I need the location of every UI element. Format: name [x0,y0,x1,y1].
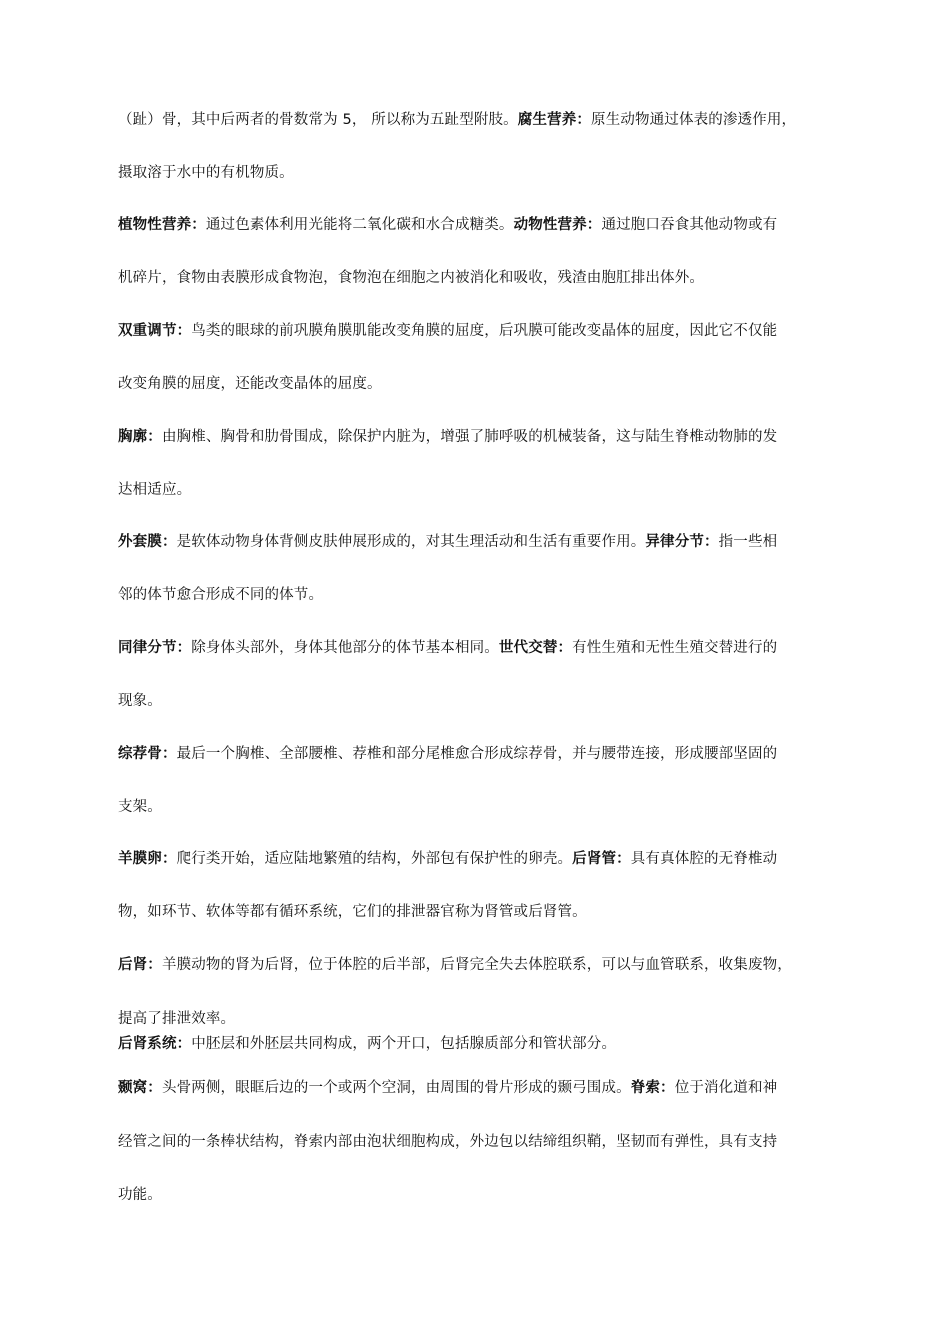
text-line [118,268,848,288]
text-line [118,480,848,500]
text-line [118,955,848,975]
text-line [118,1009,848,1029]
line-text: 位于消化道和神 [674,1080,778,1096]
text-line [118,374,848,394]
term-label: 后肾管： [572,851,631,867]
text-line [118,215,848,235]
line-text: 经管之间的一条棒状结构，脊索内部由泡状细胞构成，外边包以结缔组织鞘，坚韧而有弹性，具有支持 [118,1134,778,1150]
term-label: 双重调节： [118,323,192,339]
text-line [118,849,848,869]
term-label: 腐生营养： [517,112,592,128]
line-text: 爬行类开始，适应陆地繁殖的结构，外部包有保护性的卵壳。 [176,851,573,867]
line-text: 头骨两侧，眼眶后边的一个或两个空洞，由周围的骨片形成的颞弓围成。 [161,1080,631,1096]
text-line [118,585,848,605]
line-text: 最后一个胸椎、全部腰椎、荐椎和部分尾椎愈合形成综荐骨，并与腰带连接，形成腰部坚固的 [176,746,778,762]
text-line [118,638,848,658]
term-label: 综荐骨： [118,746,177,762]
line-text: 物，如环节、软体等都有循环系统，它们的排泄器官称为肾管或后肾管。 [118,904,587,920]
term-label: 动物性营养： [513,217,602,233]
line-text: 改变角膜的屈度，还能改变晶体的屈度。 [118,376,382,392]
line-text: 中胚层和外胚层共同构成，两个开口，包括腺质部分和管状部分。 [191,1036,617,1052]
term-label: 后肾： [118,957,162,973]
text-line [118,1132,848,1152]
text-line [118,1185,848,1205]
line-text: 通过胞口吞食其他动物或有 [601,217,778,233]
line-text: 是软体动物身体背侧皮肤伸展形成的，对其生理活动和生活有重要作用。 [176,534,646,550]
text-line [118,163,848,183]
term-label: 异律分节： [645,534,719,550]
line-text: 有性生殖和无性生殖交替进行的 [572,640,778,656]
line-text: 羊膜动物的肾为后肾，位于体腔的后半部，后肾完全失去体腔联系，可以与血管联系，收集废物， [161,957,792,973]
term-label: 同律分节： [118,640,192,656]
term-label: 胸廓： [118,429,162,445]
text-line [118,1078,848,1098]
text-line [118,1034,848,1054]
line-text: 指一些相 [718,534,778,550]
term-label: 羊膜卵： [118,851,177,867]
text-line [118,744,848,764]
term-label: 后肾系统： [118,1036,192,1052]
line-text: 提高了排泄效率。 [118,1011,236,1027]
text-line [118,321,848,341]
text-line [118,902,848,922]
line-text: 邻的体节愈合形成不同的体节。 [118,587,324,603]
line-text: 具有真体腔的无脊椎动 [630,851,778,867]
line-text: （趾）骨，其中后两者的骨数常为 5， 所以称为五趾型附肢。 [118,112,518,128]
text-line [118,427,848,447]
line-text: 通过色素体利用光能将二氧化碳和水合成糖类。 [205,217,514,233]
line-text: 除身体头部外，身体其他部分的体节基本相同。 [191,640,499,656]
term-label: 外套膜： [118,534,177,550]
line-text: 原生动物通过体表的渗透作用， [591,112,797,128]
text-line [118,797,848,817]
line-text: 支架。 [118,799,162,815]
line-text: 达相适应。 [118,482,192,498]
term-label: 植物性营养： [118,217,206,233]
line-text: 鸟类的眼球的前巩膜角膜肌能改变角膜的屈度，后巩膜可能改变晶体的屈度，因此它不仅能 [191,323,778,339]
term-label: 颞窝： [118,1080,162,1096]
line-text: 机碎片，食物由表膜形成食物泡，食物泡在细胞之内被消化和吸收，残渣由胞肛排出体外。 [118,270,704,286]
line-text: 摄取溶于水中的有机物质。 [118,165,294,181]
text-line [118,110,848,130]
text-line [118,691,848,711]
line-text: 由胸椎、胸骨和肋骨围成，除保护内脏为，增强了肺呼吸的机械装备，这与陆生脊椎动物肺的发 [161,429,778,445]
term-label: 脊索： [630,1080,675,1096]
line-text: 现象。 [118,693,162,709]
term-label: 世代交替： [498,640,573,656]
line-text: 功能。 [118,1187,162,1203]
text-line [118,532,848,552]
